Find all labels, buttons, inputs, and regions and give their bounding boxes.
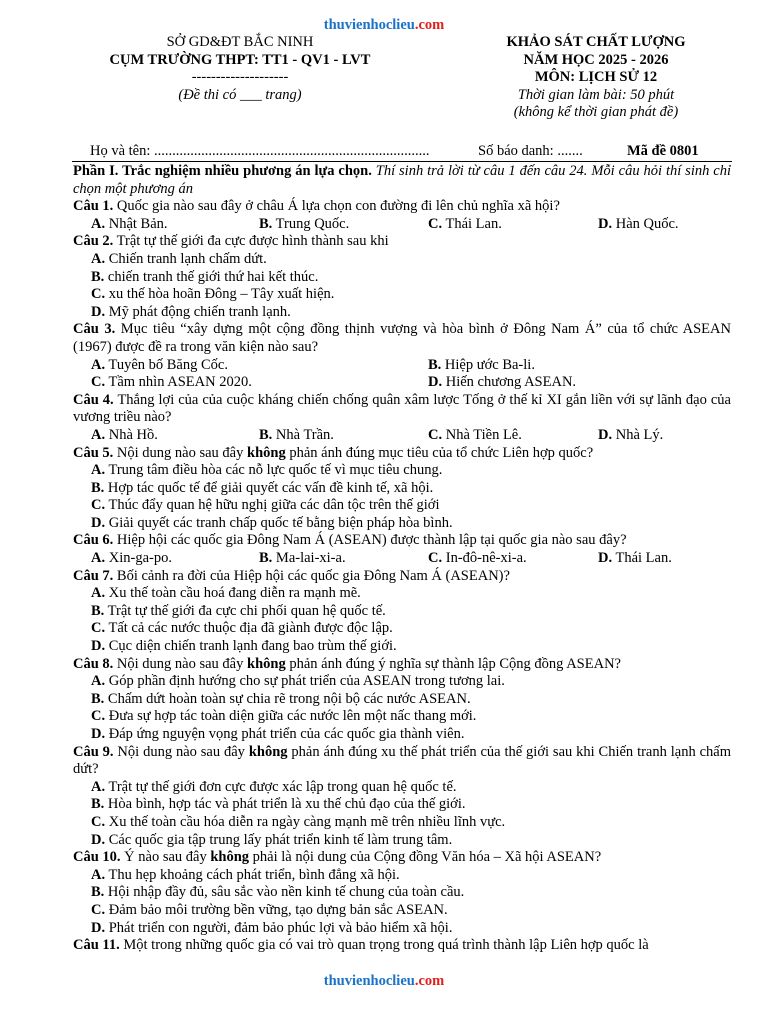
answer-option[interactable] [73, 708, 731, 726]
option-letter: D. [91, 638, 106, 655]
option-text: Nhà Tiền Lê. [442, 426, 522, 443]
question-stem [73, 198, 731, 216]
option-letter: D. [598, 426, 613, 443]
candidate-name-field: Họ và tên: ............................................................................ [90, 143, 430, 159]
option-text: Thu hẹp khoảng cách phát triển, bình đẳng xã hội. [105, 866, 400, 883]
watermark-bottom[interactable] [0, 973, 768, 991]
watermark-top[interactable] [0, 17, 768, 35]
option-text: Trung Quốc. [272, 215, 350, 232]
option-text: Trật tự thế giới đơn cực được xác lập trong quan hệ quốc tế. [105, 778, 457, 795]
option-text: Tất cả các nước thuộc địa đã giành được độc lập. [105, 620, 393, 637]
option-letter: B. [259, 426, 273, 443]
option-letter: B. [91, 602, 105, 619]
option-letter: A. [91, 550, 106, 567]
exam-code: Mã đề 0801 [627, 143, 699, 159]
answer-option[interactable] [73, 726, 731, 744]
answer-option[interactable] [428, 357, 535, 375]
question-stem [73, 321, 731, 356]
subject: MÔN: LỊCH SỬ 12 [534, 69, 658, 86]
answer-option[interactable] [73, 497, 731, 515]
question-number: Câu 3. [73, 321, 116, 338]
answer-option[interactable] [73, 603, 731, 621]
question-text-rest: phản ánh đúng mục tiêu của tổ chức Liên hợp quốc? [285, 444, 594, 461]
question-keyword: không [210, 849, 250, 866]
question-text: Thắng lợi của của cuộc kháng chiến chống quân xâm lược Tống ở thế kỉ XI gắn liền với sự lãnh đạo của vương triều nào? [73, 391, 731, 426]
answer-option[interactable] [428, 216, 502, 234]
option-letter: C. [91, 620, 106, 637]
option-text: Hợp tác quốc tế để giải quyết các vấn đề kinh tế, xã hội. [104, 479, 434, 496]
question-text: Quốc gia nào sau đây ở châu Á lựa chọn con đường đi lên chủ nghĩa xã hội? [113, 198, 560, 215]
answer-option[interactable] [73, 814, 731, 832]
option-text: Chấm dứt hoàn toàn sự chia rẽ trong nội bộ các nước ASEAN. [104, 690, 471, 707]
exam-body [73, 163, 731, 955]
answer-option[interactable] [91, 550, 172, 568]
exam-header [60, 34, 740, 126]
question-number: Câu 9. [73, 743, 114, 760]
option-letter: D. [91, 726, 106, 742]
option-letter: D. [91, 303, 106, 320]
answer-option[interactable] [91, 357, 228, 375]
answer-option[interactable] [428, 374, 576, 392]
question-number: Câu 10. [73, 849, 121, 866]
part-title: Phần I. Trắc nghiệm nhiều phương án lựa chọn. [73, 163, 372, 179]
option-text: Các quốc gia tập trung lấy phát triển kinh tế làm trung tâm. [105, 831, 453, 848]
question-text: Nội dung nào sau đây [113, 655, 247, 672]
option-text: Hàn Quốc. [612, 215, 679, 232]
answer-option[interactable] [73, 515, 731, 533]
option-letter: C. [91, 286, 106, 303]
answer-option[interactable] [259, 216, 349, 234]
option-text: Trung tâm điều hòa các nỗ lực quốc tế vì mục tiêu chung. [105, 462, 443, 479]
option-row [73, 216, 731, 234]
answer-option[interactable] [73, 251, 731, 269]
header-rule [72, 161, 732, 162]
option-letter: C. [428, 215, 443, 232]
option-text: Đảm bảo môi trường bền vững, tạo dựng bản sắc ASEAN. [105, 901, 448, 918]
option-letter: A. [91, 673, 106, 690]
question-text: Một trong những quốc gia có vai trò quan trọng trong quá trình thành lập Liên hợp quốc là [119, 937, 649, 954]
option-row [73, 374, 731, 392]
option-text: Giải quyết các tranh chấp quốc tế bằng biện pháp hòa bình. [105, 514, 453, 531]
question-number: Câu 5. [73, 444, 114, 461]
option-text: Tuyên bố Băng Cốc. [105, 356, 228, 373]
question-text: Ý nào sau đây [120, 849, 211, 866]
option-letter: A. [91, 426, 106, 443]
question-text: Mục tiêu “xây dựng một cộng đồng thịnh vượng và hòa bình ở Đông Nam Á” của tổ chức ASEAN (1967) được đề ra trong văn kiện nào sau? [73, 321, 731, 355]
watermark-text: thuvienhoclieu [323, 17, 415, 33]
option-text: Ma-lai-xi-a. [272, 550, 346, 567]
question-stem [73, 849, 731, 867]
option-text: Thúc đẩy quan hệ hữu nghị giữa các dân tộc trên thế giới [105, 497, 440, 514]
option-letter: B. [91, 268, 105, 285]
header-right [446, 34, 746, 122]
answer-option[interactable] [91, 216, 168, 234]
option-row [73, 427, 731, 445]
option-row [73, 550, 731, 568]
answer-option[interactable] [73, 620, 731, 638]
option-letter: B. [91, 884, 105, 901]
option-text: Đáp ứng nguyện vọng phát triển của các quốc gia thành viên. [105, 726, 465, 742]
answer-option[interactable] [73, 920, 731, 938]
answer-option[interactable] [73, 585, 731, 603]
option-text: chiến tranh thế giới thứ hai kết thúc. [104, 268, 319, 285]
question-text-rest: phản ánh đúng xu thế phát triển của thế giới sau khi Chiến tranh lạnh chấm dứt? [73, 743, 731, 778]
answer-option[interactable] [598, 550, 672, 568]
option-letter: B. [91, 796, 105, 813]
question-text-rest: phải là nội dung của Cộng đồng Văn hóa – Xã hội ASEAN? [249, 849, 602, 866]
option-letter: D. [91, 919, 106, 936]
option-letter: C. [428, 426, 443, 443]
part-instruction: Thí sinh trả lời từ câu 1 đến câu 24. Mỗi câu hỏi thí sinh chỉ chọn một phương án [73, 163, 731, 197]
question-text: Nội dung nào sau đây [113, 743, 249, 760]
option-text: Chiến tranh lạnh chấm dứt. [105, 250, 267, 267]
option-letter: D. [598, 215, 613, 232]
answer-option[interactable] [73, 902, 731, 920]
option-letter: A. [91, 585, 106, 602]
option-letter: C. [91, 901, 106, 918]
option-letter: A. [91, 462, 106, 479]
option-letter: D. [91, 831, 106, 848]
answer-option[interactable] [73, 832, 731, 850]
option-text: Mỹ phát động chiến tranh lạnh. [105, 303, 291, 320]
option-letter: B. [91, 690, 105, 707]
option-letter: C. [91, 813, 106, 830]
answer-option[interactable] [73, 269, 731, 287]
part-heading [73, 163, 731, 198]
question-keyword: không [247, 655, 286, 672]
question-stem [73, 532, 731, 550]
header-divider: -------------------- [191, 69, 289, 86]
option-text: Hiệp ước Ba-li. [441, 356, 535, 373]
answer-option[interactable] [91, 374, 252, 392]
question-text: Nội dung nào sau đây [113, 444, 247, 461]
answer-option[interactable] [259, 550, 346, 568]
answer-option[interactable] [73, 480, 731, 498]
question-number: Câu 6. [73, 532, 114, 549]
option-text: Nhà Trần. [272, 426, 334, 443]
question-number: Câu 2. [73, 233, 114, 250]
option-text: Tầm nhìn ASEAN 2020. [105, 374, 252, 391]
option-letter: A. [91, 866, 106, 883]
time-limit: Thời gian làm bài: 50 phút [517, 86, 675, 103]
question-number: Câu 1. [73, 198, 114, 215]
question-number: Câu 4. [73, 391, 114, 408]
answer-option[interactable] [73, 462, 731, 480]
option-letter: B. [91, 479, 105, 496]
answer-option[interactable] [428, 427, 522, 445]
watermark-domain: .com [414, 973, 445, 989]
header-left [60, 34, 420, 104]
page-count-note: (Đề thi có ___ trang) [178, 86, 302, 103]
option-letter: A. [91, 250, 106, 267]
answer-option[interactable] [73, 691, 731, 709]
option-row [73, 357, 731, 375]
option-text: Xu thế toàn cầu hoá đang diễn ra mạnh mẽ. [105, 585, 361, 602]
answer-option[interactable] [598, 427, 663, 445]
question-stem [73, 568, 731, 586]
option-letter: D. [598, 550, 613, 567]
option-text: Nhật Bản. [105, 215, 168, 232]
option-letter: A. [91, 778, 106, 795]
option-letter: B. [428, 356, 442, 373]
answer-option[interactable] [73, 884, 731, 902]
answer-option[interactable] [91, 427, 158, 445]
department-name: SỞ GD&ĐT BẮC NINH [166, 34, 314, 50]
option-text: Cục diện chiến tranh lạnh đang bao trùm thế giới. [105, 638, 397, 655]
question-number: Câu 7. [73, 567, 114, 584]
option-text: Hiến chương ASEAN. [442, 374, 577, 391]
school-year: NĂM HỌC 2025 - 2026 [523, 51, 669, 68]
answer-option[interactable] [73, 867, 731, 885]
candidate-info [90, 143, 750, 161]
question-number: Câu 8. [73, 655, 114, 672]
option-text: Đưa sự hợp tác toàn diện giữa các nước lên một nấc thang mới. [105, 708, 477, 725]
exam-title: KHẢO SÁT CHẤT LƯỢNG [506, 34, 686, 50]
question-text-rest: phản ánh đúng ý nghĩa sự thành lập Cộng đồng ASEAN? [285, 655, 621, 672]
answer-option[interactable] [259, 427, 334, 445]
school-cluster: CỤM TRƯỜNG THPT: TT1 - QV1 - LVT [109, 51, 371, 68]
option-text: In-đô-nê-xi-a. [442, 550, 527, 567]
answer-option[interactable] [598, 216, 679, 234]
option-text: Trật tự thế giới đa cực chi phối quan hệ quốc tế. [104, 602, 386, 619]
question-list [73, 198, 731, 955]
option-letter: C. [428, 550, 443, 567]
option-letter: C. [91, 708, 106, 725]
question-stem [73, 445, 731, 463]
question-stem [73, 233, 731, 251]
option-text: xu thế hòa hoãn Đông – Tây xuất hiện. [105, 286, 335, 303]
option-text: Nhà Hồ. [105, 426, 158, 443]
question-text: Trật tự thế giới đa cực được hình thành sau khi [113, 233, 389, 250]
option-text: Góp phần định hướng cho sự phát triển của ASEAN trong tương lai. [105, 673, 505, 690]
question-keyword: không [248, 743, 288, 760]
question-stem [73, 937, 731, 955]
question-stem [73, 656, 731, 674]
question-text: Hiệp hội các quốc gia Đông Nam Á (ASEAN) được thành lập tại quốc gia nào sau đây? [113, 532, 627, 549]
answer-option[interactable] [73, 779, 731, 797]
option-letter: D. [91, 514, 106, 531]
answer-option[interactable] [73, 638, 731, 656]
candidate-id-field: Số báo danh: ....... [478, 143, 583, 159]
question-stem [73, 744, 731, 779]
option-text: Thái Lan. [612, 550, 672, 567]
option-text: Thái Lan. [442, 215, 502, 232]
question-text: Bối cảnh ra đời của Hiệp hội các quốc gia Đông Nam Á (ASEAN)? [113, 567, 510, 584]
answer-option[interactable] [73, 796, 731, 814]
option-text: Xu thế toàn cầu hóa diễn ra ngày càng mạnh mẽ trên nhiều lĩnh vực. [105, 813, 506, 830]
watermark-text: thuvienhoclieu [323, 973, 415, 989]
option-letter: A. [91, 215, 106, 232]
option-letter: B. [259, 550, 273, 567]
answer-option[interactable] [428, 550, 527, 568]
time-note: (không kể thời gian phát đề) [513, 104, 679, 121]
answer-option[interactable] [73, 673, 731, 691]
option-letter: D. [428, 374, 443, 391]
option-letter: C. [91, 497, 106, 514]
option-letter: A. [91, 356, 106, 373]
answer-option[interactable] [73, 286, 731, 304]
watermark-domain: .com [414, 17, 445, 33]
option-text: Nhà Lý. [612, 426, 664, 443]
option-text: Hòa bình, hợp tác và phát triển là xu thế chủ đạo của thế giới. [104, 796, 466, 813]
option-text: Phát triển con người, đảm bảo phúc lợi và bảo hiểm xã hội. [105, 919, 453, 936]
option-letter: C. [91, 374, 106, 391]
option-letter: B. [259, 215, 273, 232]
answer-option[interactable] [73, 304, 731, 322]
question-stem [73, 392, 731, 427]
question-keyword: không [247, 444, 286, 461]
option-text: Hội nhập đầy đủ, sâu sắc vào nền kinh tế chung của toàn cầu. [104, 884, 465, 901]
option-text: Xin-ga-po. [105, 550, 172, 567]
question-number: Câu 11. [73, 937, 120, 954]
